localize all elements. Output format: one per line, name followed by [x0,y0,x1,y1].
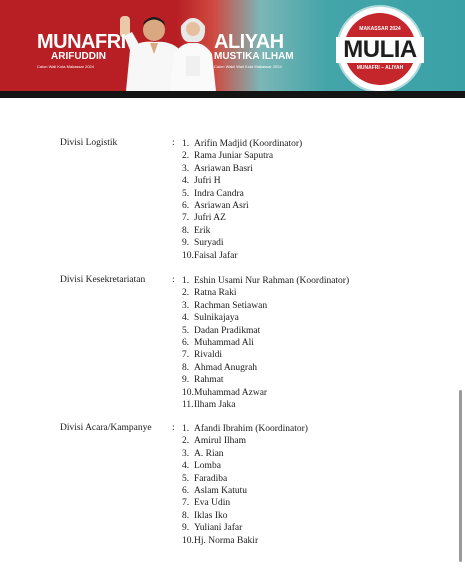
list-item: 7. Jufri AZ [182,213,226,224]
document-page [0,98,465,572]
right-candidate-subname: MUSTIKA ILHAM [214,51,294,62]
right-candidate-role: Calon Wakil Wali Kota Makassar 2024 [214,64,282,69]
list-item: 4. Lomba [182,461,221,472]
list-item: 9. Suryadi [182,238,224,249]
list-item: 1. Arifin Madjid (Koordinator) [182,139,303,149]
list-item: 8. Ahmad Anugrah [182,362,258,373]
list-item: 5. Faradiba [182,473,228,484]
list-item: 7. Rivaldi [182,350,222,361]
left-candidate-subname: ARIFUDDIN [51,51,106,62]
colon: : [172,423,175,433]
list-item: 2. Ratna Raki [182,288,237,299]
logo-bottom-text: MUNAFRI – ALIYAH [356,65,404,71]
logo-top-text: MAKASSAR 2024 [359,26,401,32]
logo-main-text: MULIA [336,37,424,63]
colon: : [172,275,175,285]
list-item: 6. Aslam Katutu [182,485,248,496]
division-label: Divisi Kesekretariatan [60,275,146,285]
list-item: 1. Afandi Ibrahim (Koordinator) [182,424,308,434]
list-item: 5. Indra Candra [182,188,244,199]
division-label: Divisi Logistik [60,138,118,148]
list-item: 4. Sulnikajaya [182,313,239,324]
left-candidate-block [37,32,126,70]
vertical-scrollbar[interactable] [459,390,462,562]
list-item: 3. A. Rian [182,448,224,459]
list-item: 1. Eshin Usami Nur Rahman (Koordinator) [182,276,350,286]
list-item: 2. Amirul Ilham [182,436,246,447]
list-item: 11.Ilham Jaka [182,399,236,410]
division-label: Divisi Acara/Kampanye [60,423,152,433]
list-item: 10.Muhammad Azwar [182,387,268,398]
list-item: 10.Hj. Norma Bakir [182,535,259,546]
candidate-photo-right [168,10,218,91]
list-item: 9. Rahmat [182,375,224,386]
right-candidate-block [214,32,294,70]
mulia-logo [338,7,422,91]
left-candidate-name: MUNAFRI [37,31,126,53]
left-candidate-role: Calon Wali Kota Makassar 2024 [37,64,94,69]
list-item: 8. Iklas Iko [182,510,228,521]
list-item: 2. Rama Juniar Saputra [182,151,274,162]
list-item: 7. Eva Udin [182,498,231,509]
colon: : [172,138,175,148]
list-item: 10.Faisal Jafar [182,250,238,261]
list-item: 8. Erik [182,225,211,236]
member-list [182,423,308,547]
banner-divider-bar [0,91,465,98]
member-list [182,138,302,262]
right-candidate-name: ALIYAH [214,31,284,53]
list-item: 6. Asriawan Asri [182,200,249,211]
member-list [182,275,349,411]
list-item: 3. Rachman Setiawan [182,300,268,311]
campaign-banner [0,0,465,91]
list-item: 9. Yuliani Jafar [182,523,243,534]
list-item: 5. Dadan Pradikmat [182,325,261,336]
list-item: 6. Muhammad Ali [182,337,254,348]
list-item: 4. Jufri H [182,176,221,187]
list-item: 3. Asriawan Basri [182,163,253,174]
